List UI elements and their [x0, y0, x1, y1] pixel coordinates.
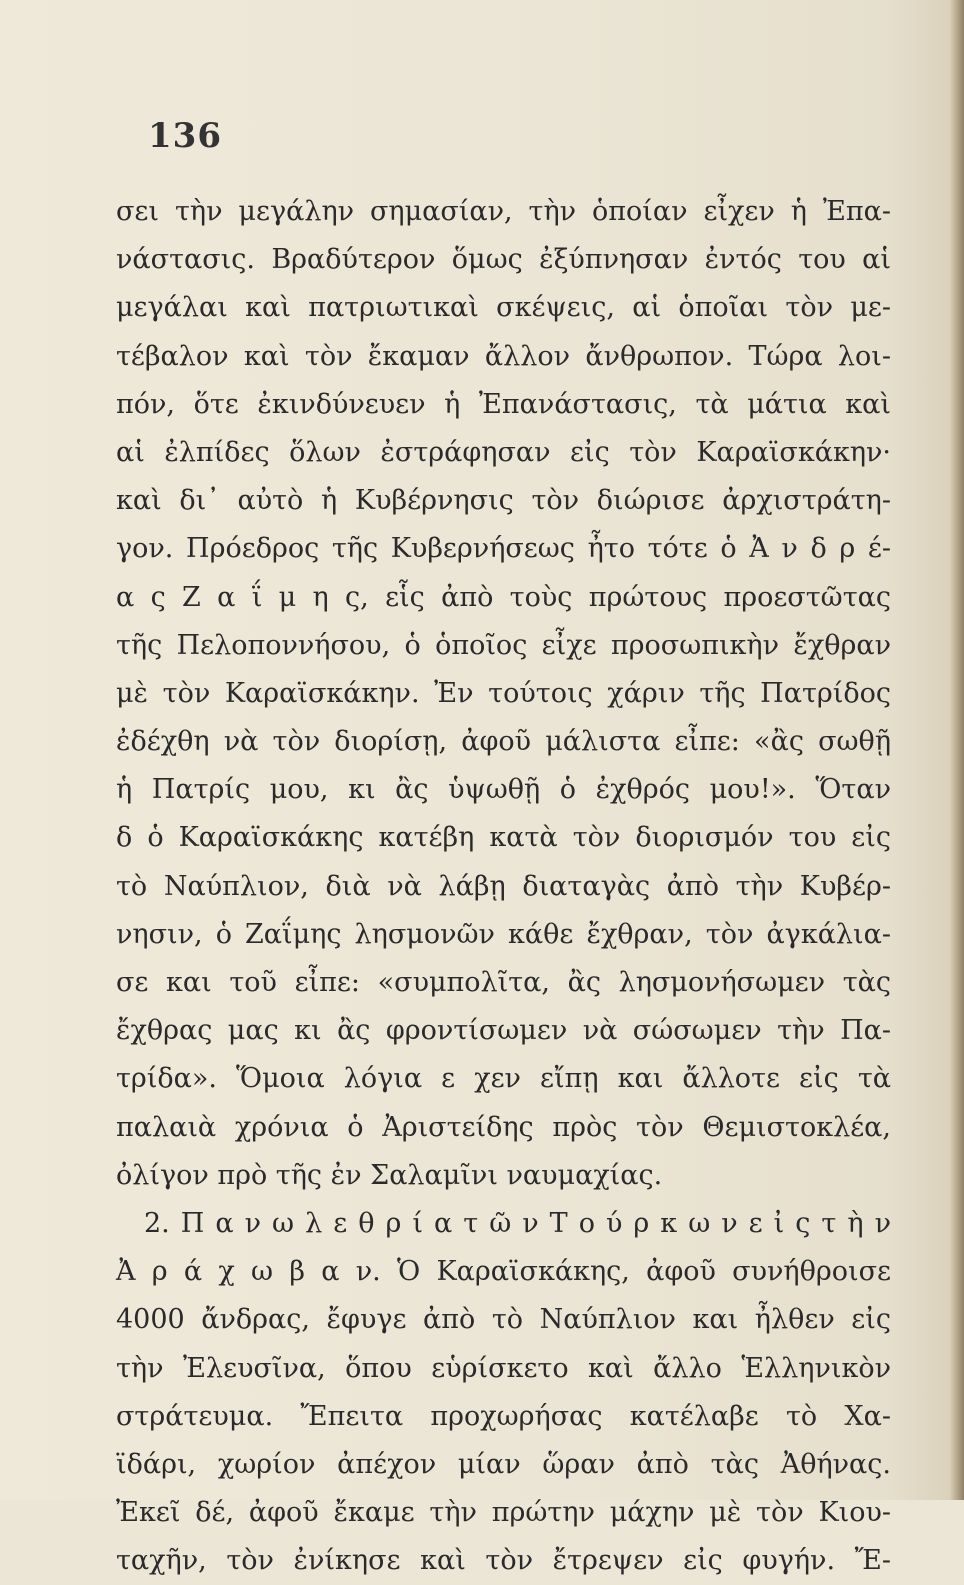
text-line: καὶ δι᾽ αὐτὸ ἡ Κυβέρνησις τὸν διώρισε ἀρχιστράτη-	[116, 485, 891, 517]
text-line: πόν, ὅτε ἐκινδύνευεν ἡ Ἐπανάστασις, τὰ μάτια καὶ	[116, 388, 891, 420]
body-text	[116, 188, 891, 1585]
text-line: α ς Ζ α ΐ μ η ς, εἷς ἀπὸ τοὺς πρώτους προεστῶτας	[116, 581, 891, 613]
text-line: ἐδέχθη νὰ τὸν διορίσῃ, ἀφοῦ μάλιστα εἶπε: «ἂς σωθῇ	[116, 726, 891, 758]
paragraph-last-line: ὀλίγον πρὸ τῆς ἐν Σαλαμῖνι ναυμαχίας.	[116, 1159, 663, 1191]
text-line: Ἐκεῖ δέ, ἀφοῦ ἔκαμε τὴν πρώτην μάχην μὲ τὸν Κιου-	[116, 1497, 891, 1529]
text-line: σει τὴν μεγάλην σημασίαν, τὴν ὁποίαν εἶχεν ἡ Ἐπα-	[116, 196, 891, 227]
text-line: δ ὁ Καραϊσκάκης κατέβη κατὰ τὸν διορισμόν του εἰς	[116, 822, 891, 854]
text-line: γον. Πρόεδρος τῆς Κυβερνήσεως ἦτο τότε ὁ Ἀ ν δ ρ έ-	[116, 533, 891, 565]
text-line: νησιν, ὁ Ζαΐμης λησμονῶν κάθε ἔχθραν, τὸν ἀγκάλια-	[116, 918, 891, 950]
text-line: μὲ τὸν Καραϊσκάκην. Ἐν τούτοις χάριν τῆς Πατρίδος	[116, 677, 891, 709]
text-line: ἔχθρας μας κι ἂς φροντίσωμεν νὰ σώσωμεν τὴν Πα-	[116, 1015, 891, 1047]
text-line: Ἀ ρ ά χ ω β α ν. Ὁ Καραϊσκάκης, ἀφοῦ συνήθροισε	[116, 1256, 891, 1288]
text-line: ϊδάρι, χωρίον ἀπέχον μίαν ὥραν ἀπὸ τὰς Ἀθήνας.	[116, 1448, 891, 1480]
text-line: αἱ ἐλπίδες ὅλων ἐστράφησαν εἰς τὸν Καραϊσκάκην·	[116, 436, 891, 468]
text-line: 4000 ἄνδρας, ἔφυγε ἀπὸ τὸ Ναύπλιον και ἦλθεν εἰς	[116, 1304, 891, 1336]
text-line: τὸ Ναύπλιον, διὰ νὰ λάβῃ διαταγὰς ἀπὸ τὴν Κυβέρ-	[116, 870, 891, 902]
text-line: ταχῆν, τὸν ἐνίκησε καὶ τὸν ἔτρεψεν εἰς φυγήν. Ἔ-	[116, 1545, 891, 1577]
text-line: σε και τοῦ εἶπε: «συμπολῖτα, ἂς λησμονήσωμεν τὰς	[116, 967, 891, 998]
text-line: τέβαλον καὶ τὸν ἔκαμαν ἄλλον ἄνθρωπον. Τώρα λοι-	[116, 340, 891, 372]
section-heading-line: 2. Π α ν ω λ ε θ ρ ί α τ ῶ ν Τ ο ύ ρ κ ω ν ε ἰ ς τ ὴ ν	[144, 1207, 891, 1239]
text-line: μεγάλαι καὶ πατριωτικαὶ σκέψεις, αἱ ὁποῖαι τὸν με-	[116, 292, 891, 324]
text-line: τὴν Ἐλευσῖνα, ὅπου εὑρίσκετο καὶ ἄλλο Ἑλληνικὸν	[116, 1352, 891, 1384]
text-line: τρίδα». Ὅμοια λόγια ε χεν εἴπῃ και ἄλλοτε εἰς τὰ	[116, 1063, 891, 1095]
text-line: τῆς Πελοποννήσου, ὁ ὁποῖος εἶχε προσωπικὴν ἔχθραν	[116, 629, 891, 661]
page-number: 136	[148, 116, 222, 156]
text-line: στράτευμα. Ἔπειτα προχωρήσας κατέλαβε τὸ Χα-	[116, 1400, 891, 1432]
text-line: παλαιὰ χρόνια ὁ Ἀριστείδης πρὸς τὸν Θεμιστοκλέα,	[116, 1111, 891, 1143]
text-line: νάστασις. Βραδύτερον ὅμως ἐξύπνησαν ἐντός του αἱ	[116, 244, 891, 276]
text-line: ἡ Πατρίς μου, κι ἂς ὑψωθῇ ὁ ἐχθρός μου!». Ὅταν	[116, 774, 891, 806]
page-binding-edge	[950, 0, 964, 1500]
